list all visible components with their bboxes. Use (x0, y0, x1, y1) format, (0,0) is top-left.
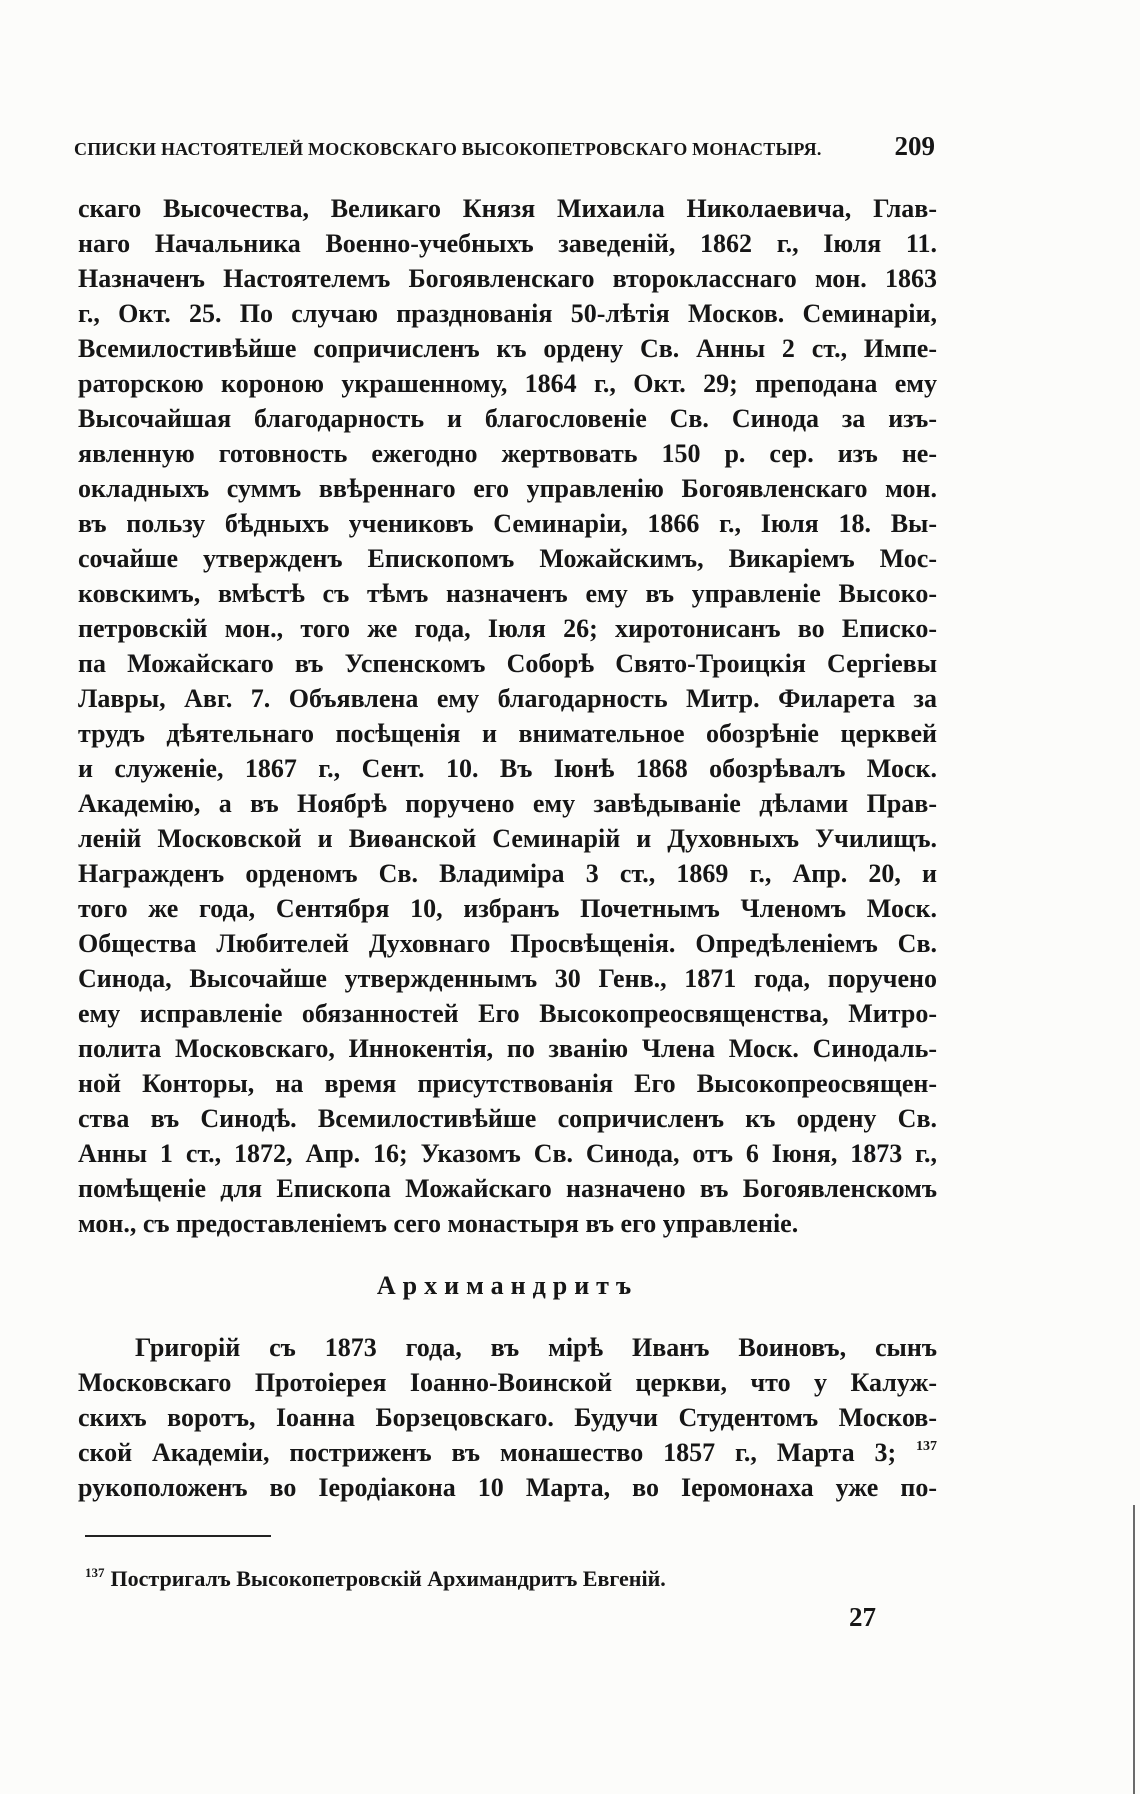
text-line: скаго Высочества, Великаго Князя Михаила Николаевича, Глав- (78, 194, 937, 223)
text-line: скихъ воротъ, Іоанна Борзецовскаго. Будучи Студентомъ Москов- (78, 1403, 937, 1432)
line-text: ской Академіи, постриженъ въ монашество 1857 г., Марта 3; (78, 1438, 897, 1467)
text-line: окладныхъ суммъ ввѣреннаго его управленію Богоявленскаго мон. (78, 474, 937, 503)
text-line: въ пользу бѣдныхъ учениковъ Семинаріи, 1866 г., Іюля 18. Вы- (78, 509, 937, 538)
text-line: ной Конторы, на время присутствованія Его Высокопреосвящен- (78, 1069, 937, 1098)
text-line: ковскимъ, вмѣстѣ съ тѣмъ назначенъ ему въ управленіе Высоко- (78, 579, 937, 608)
text-line: и служеніе, 1867 г., Сент. 10. Въ Іюнѣ 1868 обозрѣвалъ Моск. (78, 754, 937, 783)
text-line: сочайше утвержденъ Епископомъ Можайскимъ, Викаріемъ Мос- (78, 544, 937, 573)
text-line: петровскій мон., того же года, Іюля 26; хиротонисанъ во Еписко- (78, 614, 937, 643)
text-line: помѣщеніе для Епископа Можайскаго назначено въ Богоявленскомъ (78, 1174, 937, 1203)
signature-mark: 27 (849, 1602, 876, 1632)
text-line: ему исправленіе обязанностей Его Высокопреосвященства, Митро- (78, 999, 937, 1028)
text-line: полита Московскаго, Иннокентія, по званію Члена Моск. Синодаль- (78, 1034, 937, 1063)
text-line: па Можайскаго въ Успенскомъ Соборѣ Свято-Троицкія Сергіевы (78, 649, 937, 678)
body-paragraph (78, 191, 937, 1241)
page-number: 209 (894, 131, 935, 161)
text-line: мон., съ предоставленіемъ сего монастыря въ его управленіе. (78, 1209, 799, 1238)
text-line: Лавры, Авг. 7. Объявлена ему благодарность Митр. Филарета за (78, 684, 937, 713)
text-line-with-footnote-ref (78, 1435, 937, 1470)
text-line: раторскою короною украшенному, 1864 г., Окт. 29; преподана ему (78, 369, 937, 398)
text-line: Всемилостивѣйше сопричисленъ къ ордену Св. Анны 2 ст., Импе- (78, 334, 937, 363)
running-header (74, 131, 935, 161)
text-line: Академію, а въ Ноябрѣ поручено ему завѣдываніе дѣлами Прав- (78, 789, 937, 818)
text-line: Общества Любителей Духовнаго Просвѣщенія. Опредѣленіемъ Св. (78, 929, 937, 958)
text-line: Синода, Высочайше утвержденнымъ 30 Генв., 1871 года, поручено (78, 964, 937, 993)
footnote (85, 1565, 666, 1596)
text-line: Анны 1 ст., 1872, Апр. 16; Указомъ Св. Синода, отъ 6 Іюня, 1873 г., (78, 1139, 937, 1168)
text-line: леній Московской и Виѳанской Семинарій и Духовныхъ Училищъ. (78, 824, 937, 853)
text-line: трудъ дѣятельнаго посѣщенія и внимательное обозрѣніе церквей (78, 719, 937, 748)
text-line: Назначенъ Настоятелемъ Богоявленскаго второкласснаго мон. 1863 (78, 264, 937, 293)
text-line: ства въ Синодѣ. Всемилостивѣйше сопричисленъ къ ордену Св. (78, 1104, 937, 1133)
footnote-text: Постригалъ Высокопетровскій Архимандритъ Евгеній. (110, 1566, 666, 1591)
running-title: СПИСКИ НАСТОЯТЕЛЕЙ МОСКОВСКАГО ВЫСОКОПЕТРОВСКАГО МОНАСТЫРЯ. (74, 139, 822, 159)
section-paragraph (78, 1330, 937, 1505)
footnote-marker: 137 (85, 1565, 105, 1580)
text-line: явленную готовность ежегодно жертвовать 150 р. сер. изъ не- (78, 439, 937, 468)
footnote-reference: 137 (916, 1439, 938, 1454)
footnote-rule (85, 1535, 271, 1537)
text-line: рукоположенъ во Іеродіакона 10 Марта, во Іеромонаха уже по- (78, 1473, 937, 1502)
text-line: Высочайшая благодарность и благословеніе Св. Синода за изъ- (78, 404, 937, 433)
scan-edge-line (1133, 1505, 1135, 1794)
text-line: Григорій съ 1873 года, въ мірѣ Иванъ Воиновъ, сынъ (135, 1333, 937, 1362)
text-line: наго Начальника Военно-учебныхъ заведеній, 1862 г., Іюля 11. (78, 229, 937, 258)
section-heading: Архимандритъ (376, 1271, 639, 1300)
text-line: Награжденъ орденомъ Св. Владиміра 3 ст., 1869 г., Апр. 20, и (78, 859, 937, 888)
text-line: того же года, Сентября 10, избранъ Почетнымъ Членомъ Моск. (78, 894, 937, 923)
text-line: Московскаго Протоіерея Іоанно-Воинской церкви, что у Калуж- (78, 1368, 937, 1397)
text-line: г., Окт. 25. По случаю празднованія 50-лѣтія Москов. Семинаріи, (78, 299, 937, 328)
